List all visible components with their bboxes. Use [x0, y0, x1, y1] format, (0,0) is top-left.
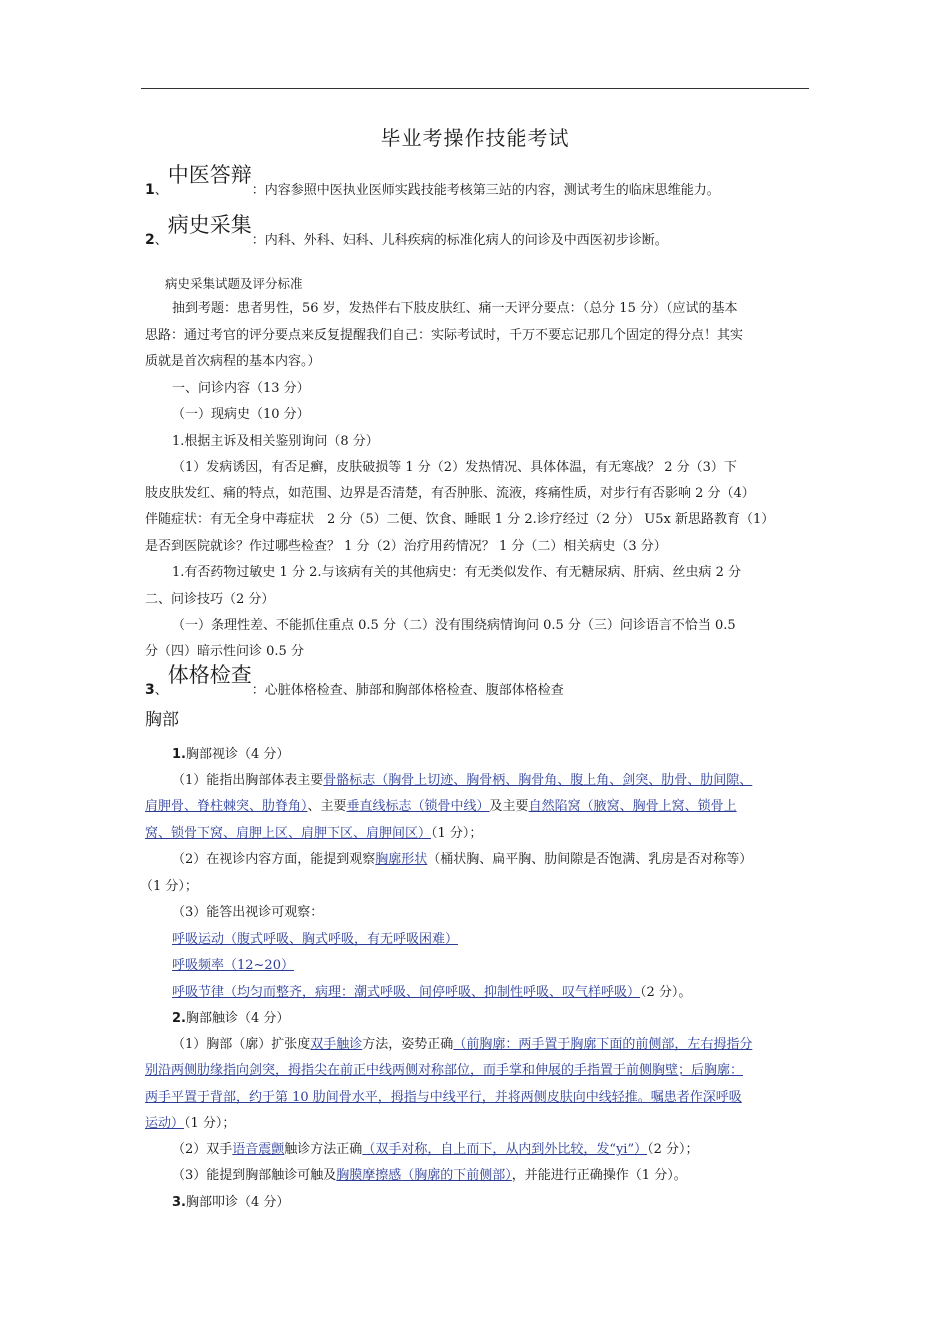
text-run: （1 分）；	[184, 1116, 236, 1131]
underlined-text: 垂直线标志（锁骨中线）	[346, 799, 490, 814]
text-run: 方法，姿势正确	[362, 1037, 454, 1052]
section-1	[145, 163, 720, 200]
text-run: （2）双手	[172, 1142, 233, 1157]
section-3	[145, 663, 564, 700]
item-number: 2.	[172, 1011, 186, 1026]
text-run: （2）在视诊内容方面，能提到观察	[172, 852, 376, 867]
subheading-percussion	[172, 1194, 289, 1212]
section-desc: ：内科、外科、妇科、儿科疾病的标准化病人的问诊及中西医初步诊断。	[251, 233, 668, 248]
section-2	[145, 213, 668, 250]
paragraph-line: 1.有否药物过敏史 1 分 2.与该病有关的其他病史：有无类似发作、有无糖尿病、肝病、丝虫病 2 分	[172, 565, 742, 580]
paragraph-line: 二、问诊技巧（2 分）	[145, 592, 275, 607]
paragraph-line	[172, 772, 752, 790]
section-sep: 、	[154, 183, 168, 198]
paragraph-line	[172, 1141, 699, 1159]
paragraph-line	[172, 984, 691, 1002]
item-number: 3.	[172, 1195, 186, 1210]
paragraph-line: 质就是首次病程的基本内容。）	[145, 354, 321, 369]
underlined-text: 语音震颤	[232, 1142, 285, 1157]
paragraph-line: 一、问诊内容（13 分）	[172, 381, 310, 396]
paragraph-line	[172, 1036, 752, 1054]
paragraph-line: 是否到医院就诊？作过哪些检查？ 1 分（2）治疗用药情况？ 1 分（二）相关病史（3 分）	[145, 539, 667, 554]
section-number: 2	[145, 232, 155, 248]
text-run: ，并能进行正确操作（1 分）。	[511, 1168, 687, 1183]
underlined-line: 呼吸运动（腹式呼吸、胸式呼吸，有无呼吸困难）	[172, 932, 459, 947]
section-title: 体格检查	[167, 663, 252, 687]
underlined-line: 两手平置于背部，约于第 10 肋间骨水平，拇指与中线平行，并将两侧皮肤向中线轻推。嘱患者作深呼吸	[145, 1090, 742, 1105]
paragraph-line	[172, 851, 752, 869]
section-desc: ：心脏体格检查、肺部和胸部体格检查、腹部体格检查	[251, 683, 564, 698]
paragraph-line: （1）发病诱因，有否足癣，皮肤破损等 1 分（2）发热情况、具体体温，有无寒战？ 2 分（3）下	[172, 460, 737, 475]
item-title: 胸部触诊（4 分）	[185, 1011, 290, 1026]
subheading-inspection	[172, 746, 289, 764]
header-rule	[141, 88, 809, 89]
section-title: 中医答辩	[167, 163, 252, 187]
section-number: 1	[145, 182, 155, 198]
underlined-text: 自然陷窝（腋窝、胸骨上窝、锁骨上	[528, 799, 737, 814]
underlined-text: 运动）	[145, 1116, 185, 1131]
section-desc: ：内容参照中医执业医师实践技能考核第三站的内容，测试考生的临床思维能力。	[251, 183, 720, 198]
page-title: 毕业考操作技能考试	[380, 126, 570, 150]
paragraph-line: （3）能答出视诊可观察：	[172, 905, 324, 920]
item-title: 胸部视诊（4 分）	[185, 747, 290, 762]
item-title: 胸部叩诊（4 分）	[185, 1195, 290, 1210]
paragraph-line: 思路：通过考官的评分要点来反复提醒我们自己：实际考试时，千万不要忘记那几个固定的得分点！其实	[145, 328, 744, 343]
underlined-text: 骨骼标志（胸骨上切迹、胸骨柄、胸骨角、腹上角、剑突、肋骨、肋间隙、	[323, 773, 753, 788]
paragraph-line	[145, 1115, 235, 1133]
underlined-text: 窝、锁骨下窝、肩胛上区、肩胛下区、肩胛间区）	[145, 826, 432, 841]
text-run: （2 分）；	[647, 1142, 699, 1157]
text-run: （2 分）。	[640, 985, 692, 1000]
underlined-text: （前胸廓：两手置于胸廓下面的前侧部，左右拇指分	[453, 1037, 753, 1052]
underlined-line: 别沿两侧肋缘指向剑突，拇指尖在前正中线两侧对称部位，而手掌和伸展的手指置于前侧胸壁；后胸廓：	[145, 1063, 744, 1078]
text-run: 及主要	[489, 799, 529, 814]
underlined-text: 呼吸节律（均匀而整齐，病理：潮式呼吸、间停呼吸、抑制性呼吸、叹气样呼吸）	[172, 985, 641, 1000]
underlined-line: 呼吸频率（12~20）	[172, 958, 294, 973]
paragraph-line	[172, 1167, 687, 1185]
text-run: （1 分）；	[431, 826, 483, 841]
underlined-text: 胸廓形状	[375, 852, 428, 867]
paragraph-line	[145, 798, 737, 816]
underlined-text: 胸膜摩擦感（胸廓的下前侧部）	[336, 1168, 512, 1183]
text-run: （桶状胸、扁平胸、肋间隙是否饱满、乳房是否对称等）	[427, 852, 753, 867]
paragraph-line: 抽到考题：患者男性，56 岁，发热伴右下肢皮肤红、痛一天评分要点：（总分 15 分）（应试的基本	[172, 301, 738, 316]
section-sep: 、	[154, 683, 168, 698]
section-title: 病史采集	[167, 213, 252, 237]
underlined-text: 双手触诊	[310, 1037, 363, 1052]
section-sep: 、	[154, 233, 168, 248]
section-number: 3	[145, 682, 155, 698]
paragraph-line	[145, 825, 482, 843]
text-run: 触诊方法正确	[284, 1142, 363, 1157]
paragraph-line: 1.根据主诉及相关鉴别询问（8 分）	[172, 434, 379, 449]
text-run: （3）能提到胸部触诊可触及	[172, 1168, 337, 1183]
underlined-text: （双手对称，自上而下，从内到外比较，发“yi”）	[362, 1142, 648, 1157]
text-run: （1）能指出胸部体表主要	[172, 773, 324, 788]
item-number: 1.	[172, 747, 186, 762]
underlined-text: 肩胛骨、脊柱棘突、肋脊角）	[145, 799, 308, 814]
paragraph-line: （一）条理性差、不能抓住重点 0.5 分（二）没有围绕病情询问 0.5 分（三）问诊语言不恰当 0.5	[172, 618, 736, 633]
paragraph-line: 伴随症状：有无全身中毒症状 2 分（5）二便、饮食、睡眠 1 分 2.诊疗经过（2 分） U5x 新思路教育（1）	[145, 512, 775, 527]
paragraph-line: 分（四）暗示性问诊 0.5 分	[145, 644, 304, 659]
subheading-palpation	[172, 1010, 289, 1028]
paragraph-line: （1 分）；	[140, 879, 198, 894]
text-run: 、主要	[307, 799, 347, 814]
text-run: （1）胸部（廓）扩张度	[172, 1037, 311, 1052]
paragraph-line: （一）现病史（10 分）	[172, 407, 310, 422]
chest-heading: 胸部	[145, 710, 179, 730]
paragraph-line: 病史采集试题及评分标准	[165, 276, 303, 291]
paragraph-line: 肢皮肤发红、痛的特点，如范围、边界是否清楚，有否肿胀、流液，疼痛性质，对步行有否影响 2 分（4）	[145, 486, 755, 501]
